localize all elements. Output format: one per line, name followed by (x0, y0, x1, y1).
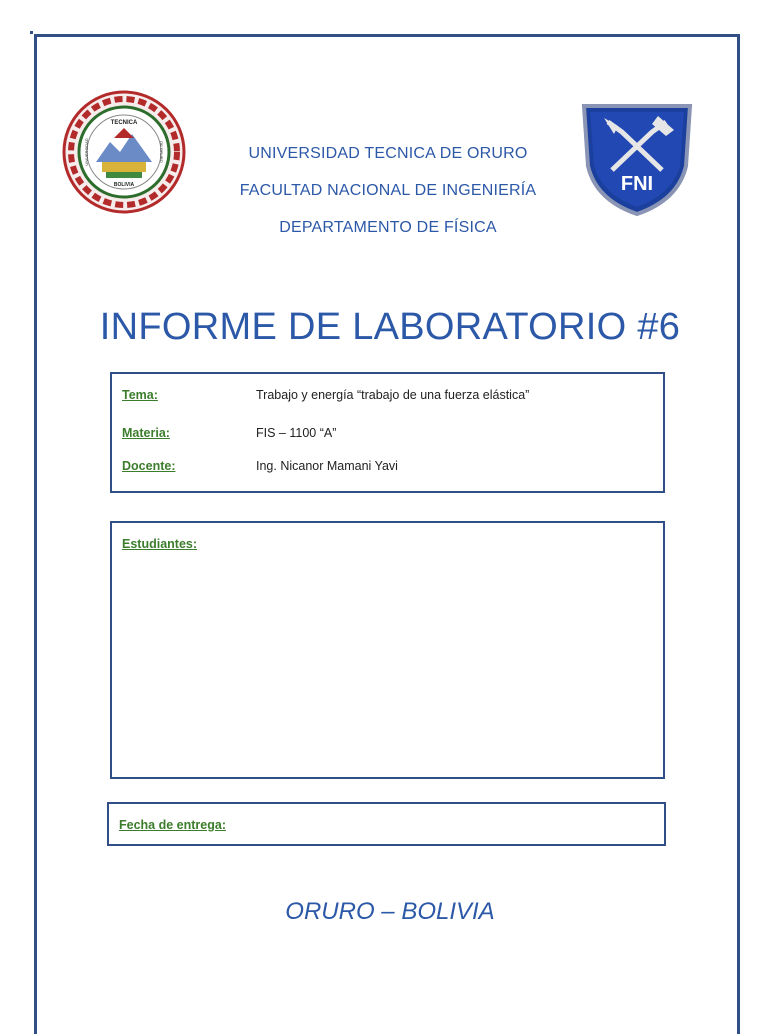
delivery-date-box (107, 802, 666, 846)
university-name: UNIVERSIDAD TECNICA DE ORURO (248, 145, 528, 162)
materia-label: Materia: (122, 426, 170, 440)
footer-city: ORURO – BOLIVIA (285, 898, 495, 925)
docente-label: Docente: (122, 459, 176, 473)
seal-top-text: TECNICA (110, 120, 138, 126)
corner-mark (30, 31, 33, 34)
department-name: DEPARTAMENTO DE FÍSICA (279, 219, 497, 236)
report-title: INFORME DE LABORATORIO #6 (99, 306, 681, 348)
university-seal-logo (62, 90, 186, 214)
seal-left-text: UNIVERSIDAD (84, 138, 89, 166)
seal-bottom-text: BOLIVIA (113, 182, 135, 188)
students-label: Estudiantes: (122, 537, 198, 551)
seal-right-text: DE ORURO (159, 141, 164, 163)
students-box (110, 521, 665, 779)
fni-shield-logo (578, 96, 696, 218)
tema-label: Tema: (122, 388, 158, 402)
faculty-name: FACULTAD NACIONAL DE INGENIERÍA (239, 182, 537, 199)
delivery-date-label: Fecha de entrega: (119, 818, 226, 832)
report-info-box (110, 372, 665, 493)
fni-logo-text: FNI (620, 173, 654, 195)
docente-value: Ing. Nicanor Mamani Yavi (256, 459, 398, 473)
tema-value: Trabajo y energía “trabajo de una fuerza elástica” (256, 388, 530, 402)
materia-value: FIS – 1100 “A” (256, 426, 337, 440)
